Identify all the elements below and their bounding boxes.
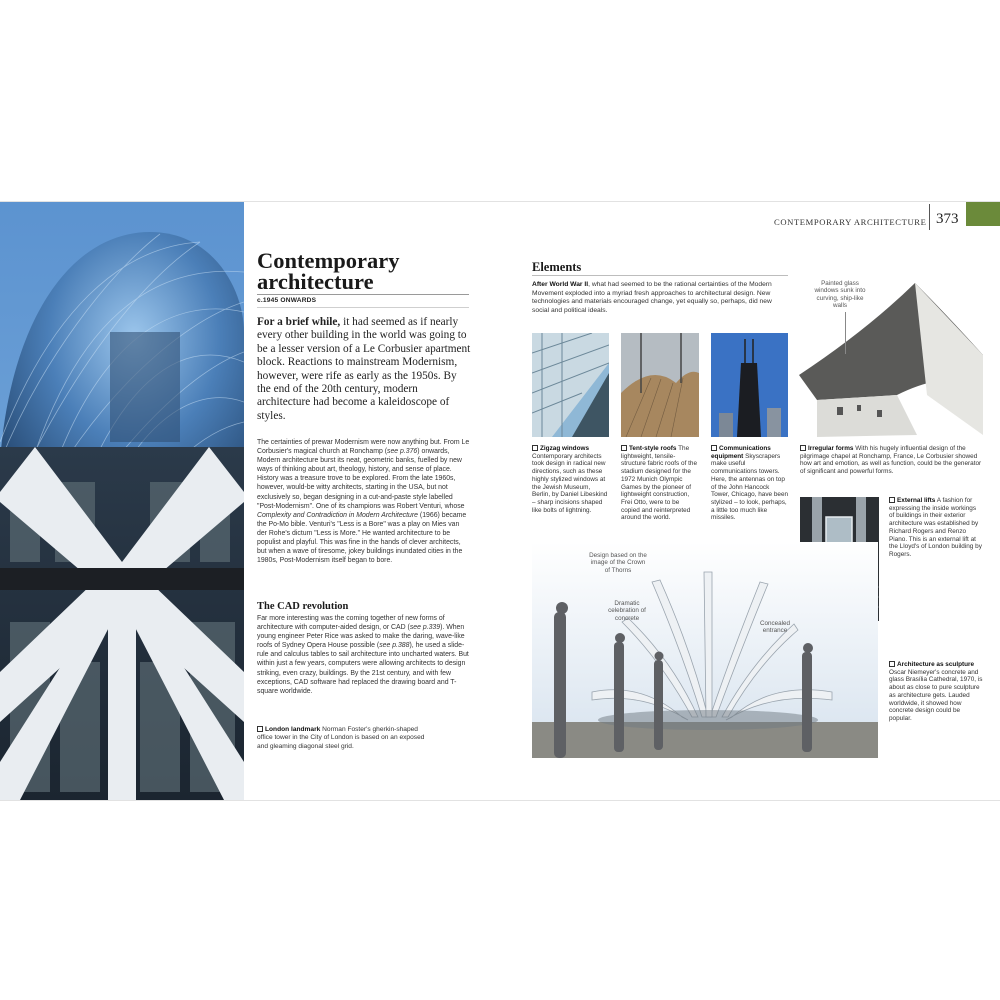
communications-tower-photo: [711, 333, 788, 437]
caption-bullet-icon: [800, 445, 806, 451]
body-text: ). When young engineer Peter Rice was asked to make the daring, wave-like roofs of Sydney Opera House possible (: [257, 624, 465, 650]
chapter-tab: [966, 202, 1000, 226]
gherkin-photo: [0, 202, 244, 800]
section-heading-cad: The CAD revolution: [257, 601, 349, 612]
elements-intro-text: , what had seemed to be the rational certainties of the Modern Movement exploded into a myriad fresh approaches to architectural design. New technologies and materials encouraged change, yet equally so, perhaps, did new social and political ideals.: [532, 281, 772, 314]
intro-paragraph: [257, 316, 471, 423]
caption-irregular: [800, 445, 983, 476]
caption-external-lifts: [889, 497, 983, 559]
elements-intro: [532, 281, 788, 315]
annotation-leader-line: [845, 312, 846, 354]
intro-lead: For a brief while,: [257, 316, 341, 328]
caption-title: Irregular forms: [808, 445, 854, 452]
page-title: [257, 250, 472, 292]
caption-zigzag: [532, 445, 608, 514]
caption-tent: [621, 445, 699, 522]
folio-divider: [929, 204, 930, 230]
annotation-painted-glass: Painted glass windows sunk into curving, ship-like walls: [814, 280, 866, 310]
caption-text: Skyscrapers make useful communications towers. Here, the antennas on top of the John Hancock Tower, Chicago, have been stylized – to look, perhaps, a little too much like missiles.: [711, 452, 789, 522]
gherkin-illustration: [0, 202, 244, 800]
body-text: Far more interesting was the coming together of new forms of architecture with computer-aided design, or CAD (: [257, 615, 445, 632]
caption-sculpture: [889, 661, 983, 723]
title-line-2: architecture: [257, 269, 374, 294]
caption-title: Communications equipment: [711, 445, 771, 460]
caption-text: A fashion for expressing the inside workings of buildings in their exterior architecture was established by Richard Rogers and Renzo Piano. This is an external lift at the Lloyd's of London building by Rogers.: [889, 497, 982, 558]
caption-text: The lightweight, tensile-structure fabric roofs of the stadium designed for the 1972 Munich Olympic Games by the pioneer of lightweight construction, Frei Otto, were to be copied and reinterpreted around the world.: [621, 445, 698, 522]
date-subtitle: c.1945 ONWARDS: [257, 297, 317, 304]
annotation-crown: Design based on the image of the Crown of Thorns: [589, 552, 647, 574]
caption-bullet-icon: [532, 445, 538, 451]
caption-bullet-icon: [889, 497, 895, 503]
caption-communications: [711, 445, 789, 522]
caption-text: Norman Foster's gherkin-shaped office tower in the City of London is based on an exposed and gleaming diagonal steel grid.: [257, 726, 425, 750]
intro-text: it had seemed as if nearly every other building in the world was going to be a lesser version of a Le Corbusier apartment block. Reactions to mainstream Modernism, however, were rife as early as the 1950s. By the end of the 20th century, modern architecture had become a kaleidoscope of styles.: [257, 316, 471, 422]
caption-title: External lifts: [897, 497, 936, 504]
cross-reference-link[interactable]: see p.388: [379, 642, 410, 650]
caption-title: London landmark: [265, 726, 321, 733]
caption-bullet-icon: [711, 445, 717, 451]
elements-intro-lead: After World War II: [532, 281, 589, 288]
caption-text: Contemporary architects took design in radical new directions, such as these highly stylized windows at the Jewish Museum, Berlin, by Daniel Libeskind – sharp incisions shaped like bolts of lightning.: [532, 452, 608, 514]
brasilia-cathedral-photo: [532, 542, 878, 758]
caption-title: Tent-style roofs: [629, 445, 677, 452]
photo-caption-london: [257, 726, 427, 751]
running-head: CONTEMPORARY ARCHITECTURE: [774, 217, 927, 227]
book-spread: [0, 201, 1000, 801]
title-divider: [257, 294, 469, 295]
body-paragraph-1: [257, 438, 471, 565]
caption-title: Zigzag windows: [540, 445, 589, 452]
elements-divider: [532, 275, 788, 276]
cross-reference-link[interactable]: see p.376: [387, 448, 418, 456]
zigzag-windows-photo: [532, 333, 609, 437]
subtitle-divider: [257, 307, 469, 308]
title-line-1: Contemporary: [257, 248, 400, 273]
caption-bullet-icon: [889, 661, 895, 667]
body-text: (1966) became the Po-Mo bible. Venturi's "Less is a Bore" was a play on Mies van der Rohe's dictum "Less is More." He wanted architecture to be populist and playful. This was fine in the hands of clever architects, but when a wave of tiresome, jokey buildings inundated cities in the 1980s, Post-Modernism itself began to bore.: [257, 511, 467, 565]
tent-roofs-photo: [621, 333, 699, 437]
body-text: ) onwards, Modern architecture burst its neat, geometric banks, fuelled by new ways of thinking about art, theology, history, and sense of place. History was a treasure trove to be explored. From the late 1960s, however, would-be witty architects, starting in the USA, but not exclusively so, began designing in a cut-and-paste style labelled "Post-Modernism". One of its champions was Robert Venturi, whose: [257, 448, 465, 510]
caption-title: Architecture as sculpture: [897, 661, 975, 668]
body-text: The certainties of prewar Modernism were now anything but. From Le Corbusier's magical church at Ronchamp (: [257, 439, 470, 456]
caption-bullet-icon: [257, 726, 263, 732]
book-title: Complexity and Contradiction in Modern Architecture: [257, 511, 418, 519]
caption-bullet-icon: [621, 445, 627, 451]
caption-text: With his hugely influential design of the pilgrimage chapel at Ronchamp, France, Le Corbusier showed how art and emotion, as well as function, could be the generator of significant and powerful forms.: [800, 445, 982, 476]
body-paragraph-2: [257, 614, 471, 696]
page-number: 373: [936, 211, 959, 227]
annotation-entrance: Concealed entrance: [759, 620, 791, 635]
body-text: ), he used a slide-rule and calculus tables to sail architecture into uncharted waters. But within just a few years, computers were allowing architects to design striking, even crazy, buildings. By the 21st century, and with few exceptions, CAD software had replaced the drawing board and T-square worldwide.: [257, 642, 469, 695]
elements-heading: Elements: [532, 260, 582, 274]
caption-text: Oscar Niemeyer's concrete and glass Brasília Cathedral, 1970, is about as close to pure sculpture as architecture gets. Lauded worldwide, it showed how concrete design could be popular.: [889, 668, 983, 722]
cross-reference-link[interactable]: see p.339: [409, 624, 441, 632]
annotation-dramatic: Dramatic celebration of concrete: [608, 600, 646, 622]
